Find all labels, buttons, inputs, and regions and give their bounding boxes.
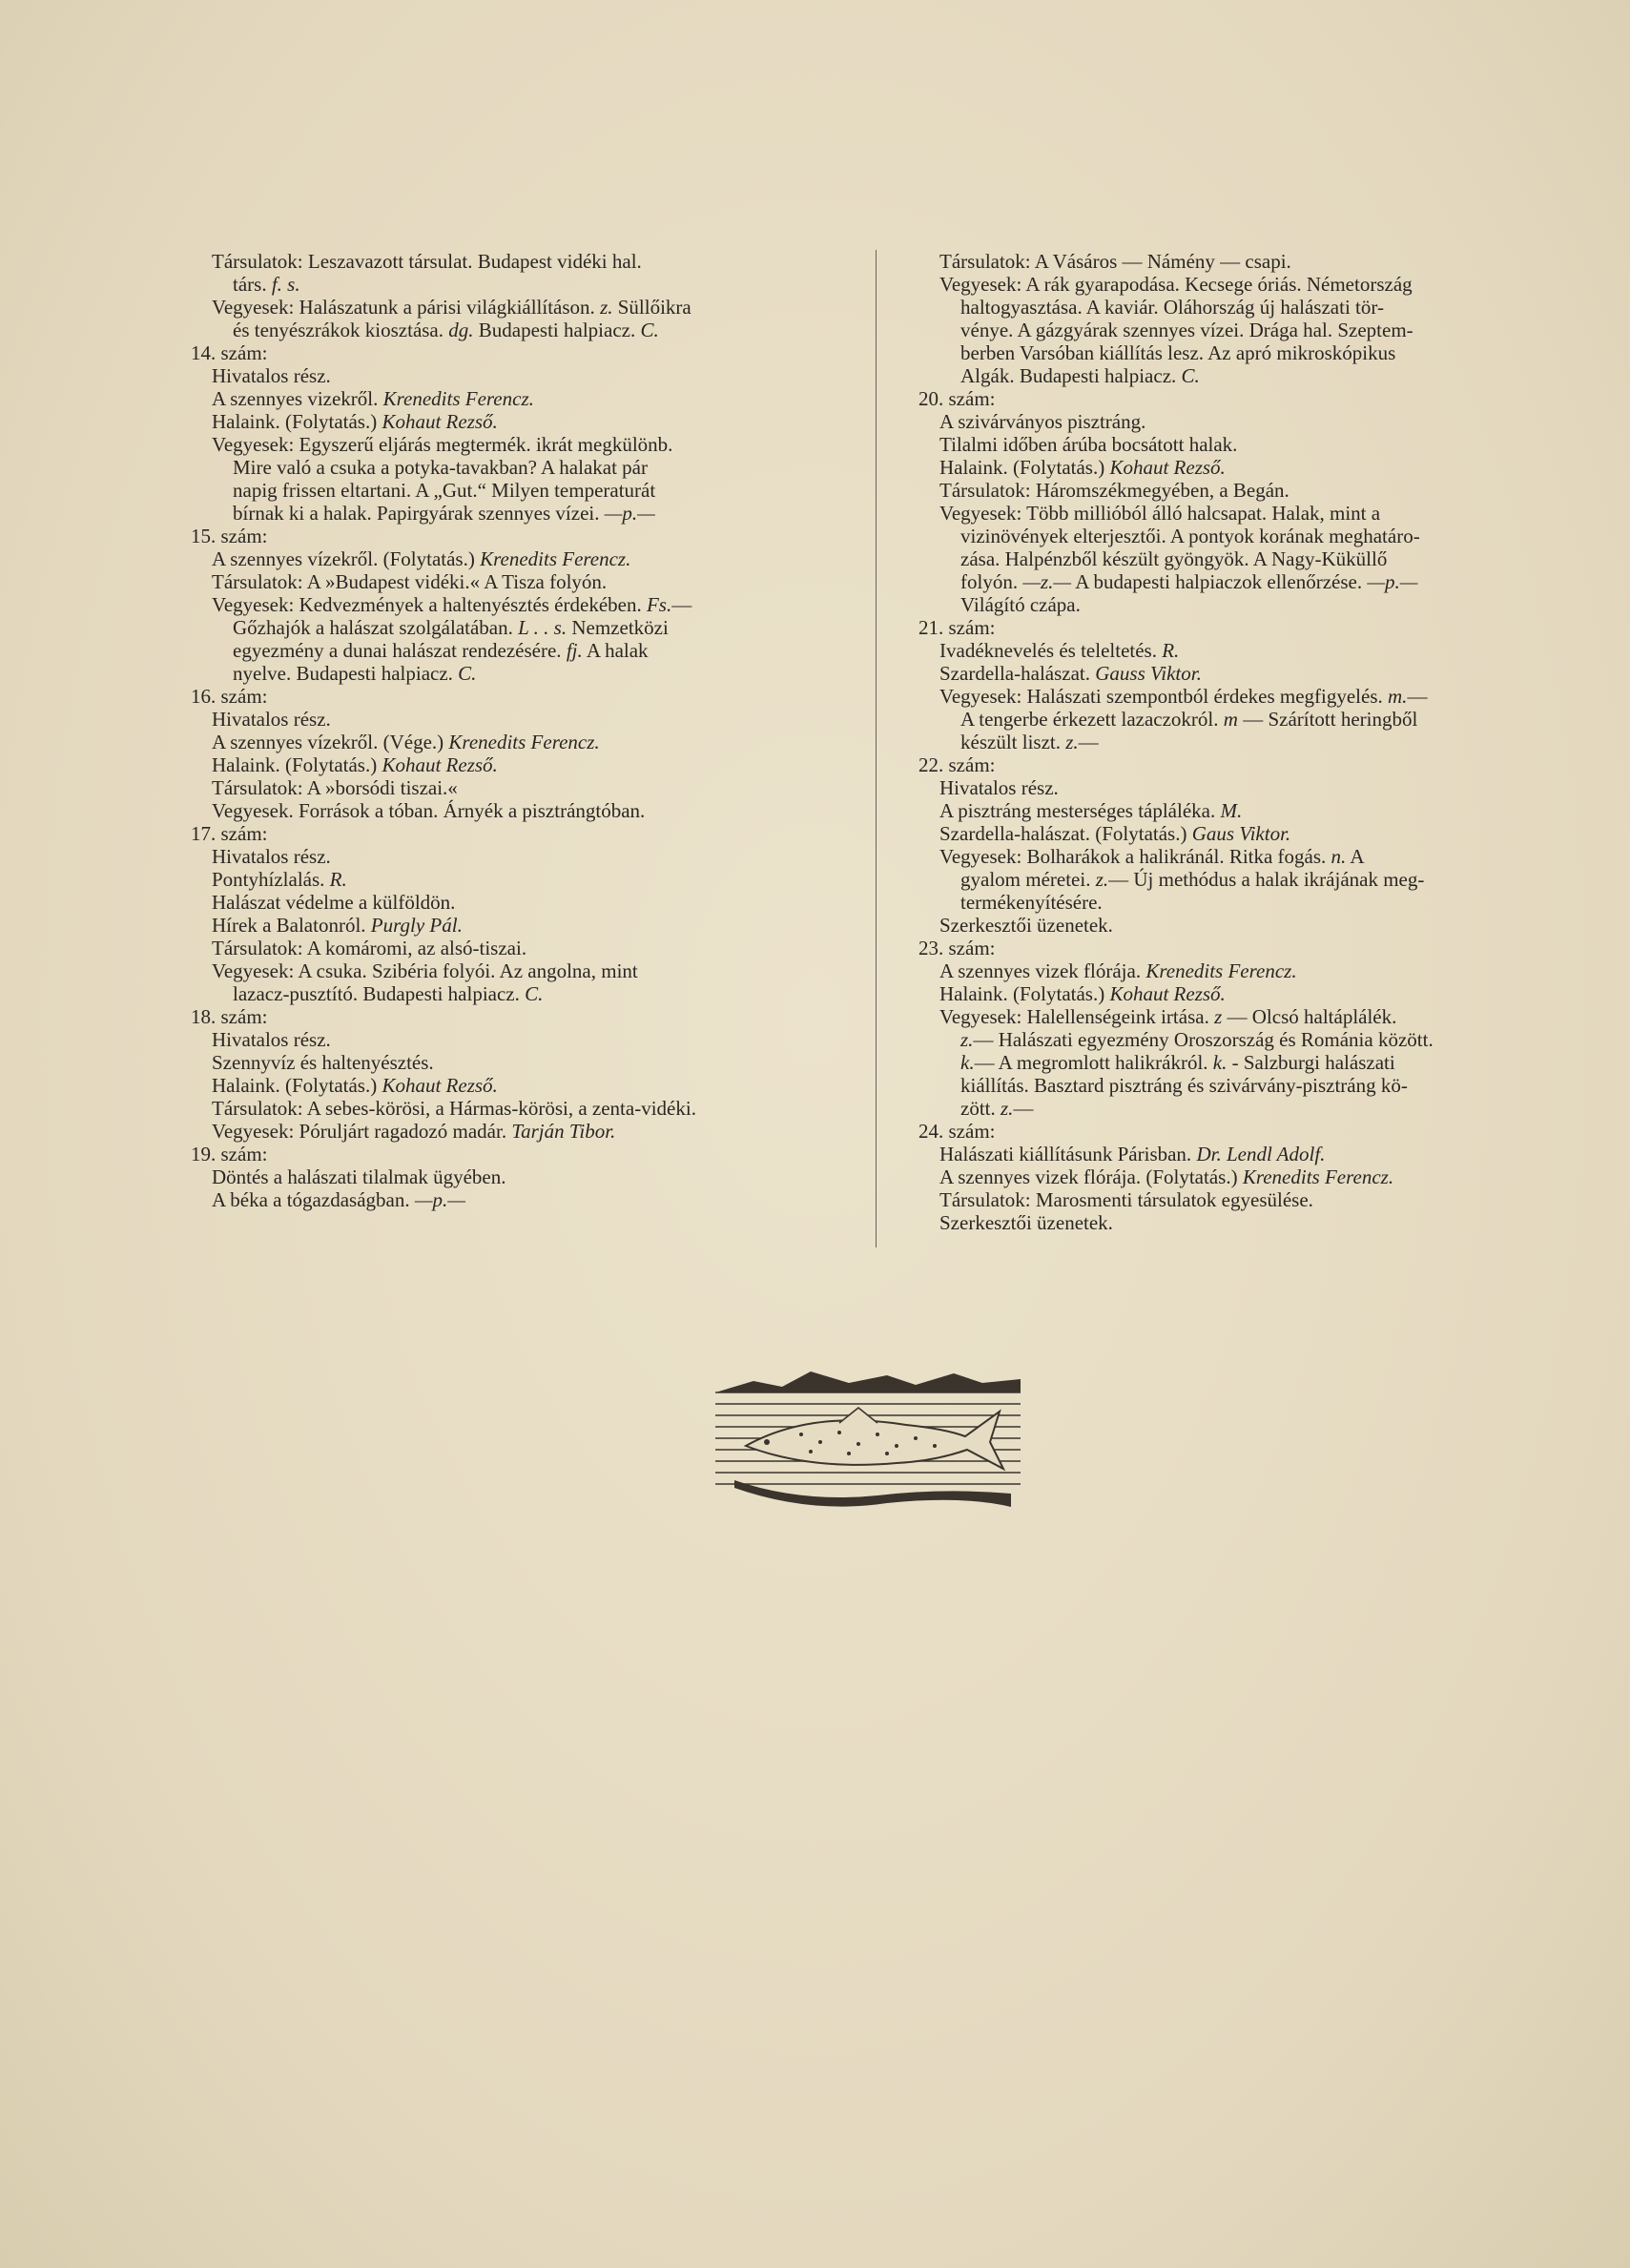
entry-text: A szennyes vizek flórája. (Folytatás.) (939, 1165, 1243, 1188)
entry-text: Társulatok: A »Budapest vidéki.« A Tisza folyón. (212, 570, 608, 593)
toc-line (939, 273, 1580, 296)
author-text: z (1214, 1005, 1223, 1028)
issue-heading (918, 937, 1580, 959)
author-text: Kohaut Rezső. (382, 1074, 498, 1097)
entry-text: napig frissen eltartani. A „Gut.“ Milyen temperaturát (233, 479, 656, 502)
author-text: fj. (566, 639, 583, 662)
entry-text: Tilalmi időben árúba bocsátott halak. (939, 433, 1238, 456)
author-text: z. (1095, 868, 1109, 891)
entry-text: haltogyasztása. A kaviár. Oláhország új halászati tör- (960, 296, 1384, 319)
toc-line (939, 341, 1580, 364)
toc-line (939, 525, 1580, 547)
entry-text: Vegyesek: Bolharákok a halikránál. Ritka fogás. (939, 845, 1331, 868)
author-text: Purgly Pál. (370, 914, 463, 937)
author-text: R. (1162, 639, 1180, 662)
entry-text: gyalom méretei. (960, 868, 1096, 891)
entry-text: A szennyes vizek flórája. (939, 959, 1146, 982)
entry-text: Társulatok: A Vásáros — Námény — csapi. (939, 250, 1291, 273)
toc-line (939, 1005, 1580, 1028)
entry-text: 24. szám: (918, 1120, 996, 1143)
toc-line (212, 479, 870, 502)
entry-text: A budapesti halpiaczok ellenőrzése. (1071, 570, 1368, 593)
entry-text: Vegyesek. Források a tóban. Árnyék a pisztrángtóban. (212, 799, 646, 822)
author-text: —p.— (604, 502, 655, 525)
author-text: Gaus Viktor. (1191, 822, 1291, 845)
toc-line (939, 708, 1580, 731)
toc-line (939, 502, 1580, 525)
toc-line (939, 1097, 1580, 1120)
toc-line (939, 364, 1580, 387)
author-text: Kohaut Rezső. (382, 410, 498, 433)
toc-line (939, 593, 1580, 616)
entry-text: 21. szám: (918, 616, 996, 639)
entry-text: Vegyesek: Kedvezmények a haltenyésztés érdekében. (212, 593, 647, 616)
entry-text: Társulatok: Háromszékmegyében, a Begán. (939, 479, 1290, 502)
toc-line (212, 1051, 870, 1074)
entry-text: zött. (960, 1097, 1001, 1120)
entry-text: Vegyesek: Halászatunk a párisi világkiállításon. (212, 296, 601, 319)
toc-line (212, 1165, 870, 1188)
entry-text: - Salzburgi halászati (1227, 1051, 1395, 1074)
author-text: m (1223, 708, 1238, 731)
entry-text: Halaink. (Folytatás.) (939, 982, 1110, 1005)
toc-line (939, 319, 1580, 341)
author-text: k. (960, 1051, 975, 1074)
toc-line (939, 845, 1580, 868)
toc-line (212, 1097, 870, 1120)
toc-line (212, 1074, 870, 1097)
entry-text: Vegyesek: Egyszerű eljárás megtermék. ikrát megkülönb. (212, 433, 673, 456)
entry-text: Vegyesek: Halellenségeink irtása. (939, 1005, 1215, 1028)
toc-line (939, 776, 1580, 799)
entry-text: Halászat védelme a külföldön. (212, 891, 456, 914)
toc-line (939, 1211, 1580, 1234)
toc-line (212, 273, 870, 296)
toc-line (939, 1165, 1580, 1188)
entry-text: vizinövények elterjesztői. A pontyok korának meghatáro- (960, 525, 1420, 547)
entry-text: Halaink. (Folytatás.) (212, 410, 382, 433)
entry-text: 14. szám: (191, 341, 268, 364)
entry-text: bírnak ki a halak. Papirgyárak szennyes vízei. (233, 502, 605, 525)
toc-line (939, 868, 1580, 891)
entry-text: Világító czápa. (960, 593, 1081, 616)
author-text: n. (1331, 845, 1347, 868)
entry-text: A szivárványos pisztráng. (939, 410, 1146, 433)
toc-line (212, 570, 870, 593)
author-text: z. (960, 1028, 974, 1051)
entry-text: Vegyesek: Halászati szempontból érdekes megfigyelés. (939, 685, 1389, 708)
entry-text: Társulatok: A komáromi, az alsó-tiszai. (212, 937, 527, 959)
toc-line (939, 1028, 1580, 1051)
toc-line (939, 662, 1580, 685)
author-text: —p.— (1367, 570, 1418, 593)
toc-line (212, 731, 870, 753)
entry-text: kiállítás. Basztard pisztráng és szivárvány-pisztráng kö- (960, 1074, 1408, 1097)
entry-text: — Szárított heringből (1237, 708, 1418, 731)
toc-line (939, 891, 1580, 914)
author-text: Krenedits Ferencz. (448, 731, 600, 753)
issue-heading (191, 341, 870, 364)
toc-line (939, 914, 1580, 937)
entry-text: Hivatalos rész. (212, 845, 331, 868)
entry-text: Hírek a Balatonról. (212, 914, 371, 937)
entry-text: Hivatalos rész. (939, 776, 1059, 799)
entry-text: Hivatalos rész. (212, 708, 331, 731)
toc-line (939, 250, 1580, 273)
entry-text: Halaink. (Folytatás.) (939, 456, 1110, 479)
toc-line (939, 479, 1580, 502)
author-text: Kohaut Rezső. (1109, 982, 1226, 1005)
entry-text: Vegyesek: Póruljárt ragadozó madár. (212, 1120, 512, 1143)
toc-line (212, 593, 870, 616)
entry-text: 23. szám: (918, 937, 996, 959)
author-text: Krenedits Ferencz. (382, 387, 534, 410)
toc-line (939, 410, 1580, 433)
entry-text: Vegyesek: Több millióból álló halcsapat. Halak, mint a (939, 502, 1381, 525)
entry-text: — Halászati egyezmény Oroszország és Románia között. (973, 1028, 1434, 1051)
left-column (191, 250, 870, 1211)
toc-line (939, 1188, 1580, 1211)
entry-text: egyezmény a dunai halászat rendezésére. (233, 639, 567, 662)
author-text: —z.— (1022, 570, 1072, 593)
toc-line (939, 547, 1580, 570)
entry-text: 18. szám: (191, 1005, 268, 1028)
entry-text: Gőzhajók a halászat szolgálatában. (233, 616, 519, 639)
toc-line (212, 616, 870, 639)
toc-line (939, 456, 1580, 479)
toc-line (212, 502, 870, 525)
entry-text: termékenyítésére. (960, 891, 1103, 914)
issue-heading (191, 525, 870, 547)
author-text: C. (458, 662, 477, 685)
entry-text: Társulatok: Marosmenti társulatok egyesülése. (939, 1188, 1313, 1211)
author-text: Krenedits Ferencz. (480, 547, 631, 570)
entry-text: Szerkesztői üzenetek. (939, 1211, 1113, 1234)
entry-text: berben Varsóban kiállítás lesz. Az apró mikroskópikus (960, 341, 1396, 364)
toc-line (212, 639, 870, 662)
author-text: dg. (448, 319, 474, 341)
entry-text: A szennyes vizekről. (212, 387, 383, 410)
issue-heading (918, 616, 1580, 639)
entry-text: Halászati kiállításunk Párisban. (939, 1143, 1197, 1165)
author-text: m. (1388, 685, 1408, 708)
entry-text: — A megromlott halikrákról. (974, 1051, 1213, 1074)
issue-heading (191, 1143, 870, 1165)
entry-text: 17. szám: (191, 822, 268, 845)
author-text: L . . s. (518, 616, 567, 639)
fish-vignette-icon (696, 1354, 1040, 1516)
entry-text: zása. Halpénzből készült gyöngyök. A Nagy-Küküllő (960, 547, 1388, 570)
entry-text: Vegyesek: A csuka. Szibéria folyói. Az angolna, mint (212, 959, 638, 982)
toc-line (939, 296, 1580, 319)
author-text: f. s. (271, 273, 300, 296)
toc-line (212, 868, 870, 891)
author-text: z. (600, 296, 613, 319)
toc-line (212, 845, 870, 868)
author-text: k. (1212, 1051, 1228, 1074)
toc-line (212, 296, 870, 319)
toc-line (212, 753, 870, 776)
entry-text: A szennyes vízekről. (Folytatás.) (212, 547, 481, 570)
entry-text: Halaink. (Folytatás.) (212, 753, 382, 776)
author-text: R. (329, 868, 347, 891)
toc-line (939, 1051, 1580, 1074)
author-text: Kohaut Rezső. (1109, 456, 1226, 479)
toc-line (212, 1028, 870, 1051)
entry-text: A pisztráng mesterséges tápláléka. (939, 799, 1221, 822)
issue-heading (918, 753, 1580, 776)
author-text: Krenedits Ferencz. (1145, 959, 1297, 982)
entry-text: — Olcsó haltáplálék. (1222, 1005, 1397, 1028)
toc-line (939, 1143, 1580, 1165)
entry-text: Halaink. (Folytatás.) (212, 1074, 382, 1097)
entry-text: Döntés a halászati tilalmak ügyében. (212, 1165, 506, 1188)
entry-text: — (1013, 1097, 1034, 1120)
entry-text: Hivatalos rész. (212, 364, 331, 387)
author-text: z. (1065, 731, 1079, 753)
issue-heading (918, 1120, 1580, 1143)
entry-text: A halak (582, 639, 649, 662)
right-column (918, 250, 1580, 1234)
author-text: Krenedits Ferencz. (1242, 1165, 1394, 1188)
column-divider (876, 250, 877, 1247)
toc-line (212, 662, 870, 685)
author-text: —p.— (414, 1188, 465, 1211)
entry-text: — (1078, 731, 1099, 753)
issue-heading (191, 685, 870, 708)
author-text: C. (525, 982, 544, 1005)
entry-text: 20. szám: (918, 387, 996, 410)
entry-text: 15. szám: (191, 525, 268, 547)
entry-text: Algák. Budapesti halpiacz. (960, 364, 1182, 387)
entry-text: Társulatok: Leszavazott társulat. Budapest vidéki hal. (212, 250, 642, 273)
toc-line (212, 433, 870, 456)
entry-text: Pontyhízlalás. (212, 868, 330, 891)
entry-text: A szennyes vízekről. (Vége.) (212, 731, 449, 753)
author-text: Fs. (646, 593, 672, 616)
toc-line (939, 570, 1580, 593)
entry-text: 16. szám: (191, 685, 268, 708)
entry-text: Hivatalos rész. (212, 1028, 331, 1051)
toc-line (212, 319, 870, 341)
entry-text: Ivadéknevelés és teleltetés. (939, 639, 1163, 662)
author-text: Dr. Lendl Adolf. (1196, 1143, 1326, 1165)
entry-text: és tenyészrákok kiosztása. (233, 319, 449, 341)
toc-line (212, 937, 870, 959)
author-text: C. (1181, 364, 1200, 387)
entry-text: Társulatok: A »borsódi tiszai.« (212, 776, 458, 799)
toc-line (939, 639, 1580, 662)
entry-text: társ. (233, 273, 272, 296)
entry-text: — (671, 593, 692, 616)
toc-line (212, 387, 870, 410)
entry-text: Nemzetközi (567, 616, 669, 639)
toc-line (212, 547, 870, 570)
toc-line (939, 822, 1580, 845)
entry-text: Társulatok: A sebes-körösi, a Hármas-körösi, a zenta-vidéki. (212, 1097, 696, 1120)
entry-text: 22. szám: (918, 753, 996, 776)
entry-text: készült liszt. (960, 731, 1066, 753)
toc-line (212, 1188, 870, 1211)
toc-line (212, 959, 870, 982)
toc-line (212, 364, 870, 387)
entry-text: Mire való a csuka a potyka-tavakban? A halakat pár (233, 456, 648, 479)
author-text: Gauss Viktor. (1095, 662, 1202, 685)
issue-heading (191, 1005, 870, 1028)
entry-text: Szardella-halászat. (939, 662, 1096, 685)
toc-line (939, 685, 1580, 708)
toc-line (212, 456, 870, 479)
author-text: Tarján Tibor. (511, 1120, 616, 1143)
toc-line (212, 891, 870, 914)
entry-text: A béka a tógazdaságban. (212, 1188, 415, 1211)
entry-text: Budapesti halpiacz. (473, 319, 641, 341)
entry-text: Szennyvíz és haltenyésztés. (212, 1051, 434, 1074)
entry-text: nyelve. Budapesti halpiacz. (233, 662, 459, 685)
toc-line (212, 799, 870, 822)
toc-line (212, 1120, 870, 1143)
toc-line (939, 433, 1580, 456)
toc-line (212, 250, 870, 273)
entry-text: Vegyesek: A rák gyarapodása. Kecsege óriás. Németország (939, 273, 1413, 296)
entry-text: — (1407, 685, 1428, 708)
entry-text: Szardella-halászat. (Folytatás.) (939, 822, 1192, 845)
toc-line (212, 410, 870, 433)
author-text: z. (1001, 1097, 1014, 1120)
author-text: C. (640, 319, 659, 341)
toc-line (939, 799, 1580, 822)
entry-text: A tengerbe érkezett lazaczokról. (960, 708, 1224, 731)
entry-text: folyón. (960, 570, 1023, 593)
entry-text: Szerkesztői üzenetek. (939, 914, 1113, 937)
entry-text: 19. szám: (191, 1143, 268, 1165)
toc-line (212, 776, 870, 799)
toc-line (939, 1074, 1580, 1097)
toc-line (212, 982, 870, 1005)
toc-line (212, 914, 870, 937)
issue-heading (918, 387, 1580, 410)
toc-line (939, 731, 1580, 753)
entry-text: Süllőikra (612, 296, 691, 319)
entry-text: vénye. A gázgyárak szennyes vízei. Drága hal. Szeptem- (960, 319, 1413, 341)
entry-text: A (1346, 845, 1365, 868)
toc-line (939, 959, 1580, 982)
toc-line (939, 982, 1580, 1005)
entry-text: — Új methódus a halak ikrájának meg- (1108, 868, 1425, 891)
author-text: M. (1220, 799, 1243, 822)
toc-line (212, 708, 870, 731)
entry-text: lazacz-pusztító. Budapesti halpiacz. (233, 982, 526, 1005)
author-text: Kohaut Rezső. (382, 753, 498, 776)
issue-heading (191, 822, 870, 845)
